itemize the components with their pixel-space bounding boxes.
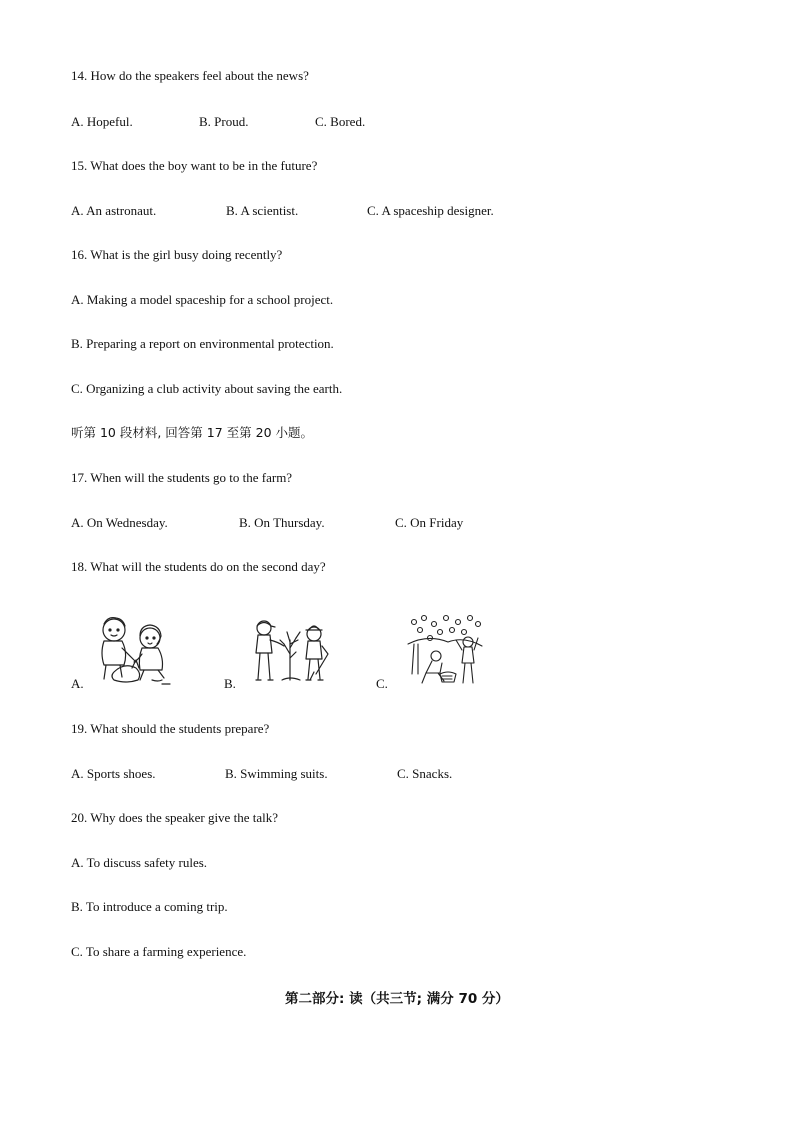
question-18-option-a: A. xyxy=(71,676,84,691)
question-14-option-c: C. Bored. xyxy=(315,114,366,129)
question-17-option-b: B. On Thursday. xyxy=(239,515,325,530)
children-planting-seedling-picture xyxy=(92,614,178,686)
question-18-option-b: B. xyxy=(224,676,236,691)
section-title: 第二部分: 读（共三节; 满分 70 分） xyxy=(285,991,509,1007)
question-15-option-b: B. A scientist. xyxy=(226,203,299,218)
people-picking-fruit-picture xyxy=(404,612,488,688)
question-19-option-c: C. Snacks. xyxy=(397,766,453,781)
question-16-text: 16. What is the girl busy doing recently? xyxy=(71,247,283,262)
listening-instruction: 听第 10 段材料, 回答第 17 至第 20 小题。 xyxy=(71,425,314,440)
question-20-option-a: A. To discuss safety rules. xyxy=(71,855,208,870)
question-15-option-c: C. A spaceship designer. xyxy=(367,203,494,218)
question-17-option-a: A. On Wednesday. xyxy=(71,515,168,530)
question-14-text: 14. How do the speakers feel about the news? xyxy=(71,68,309,83)
question-16-option-b: B. Preparing a report on environmental protection. xyxy=(71,336,334,351)
question-17-option-c: C. On Friday xyxy=(395,515,464,530)
question-14-option-a: A. Hopeful. xyxy=(71,114,133,129)
question-15-option-a: A. An astronaut. xyxy=(71,203,157,218)
question-19-option-a: A. Sports shoes. xyxy=(71,766,156,781)
question-17-text: 17. When will the students go to the farm? xyxy=(71,470,293,485)
question-16-option-c: C. Organizing a club activity about saving the earth. xyxy=(71,381,343,396)
question-16-option-a: A. Making a model spaceship for a school project. xyxy=(71,292,334,307)
question-18-option-c: C. xyxy=(376,676,388,691)
question-19-text: 19. What should the students prepare? xyxy=(71,721,270,736)
people-planting-tree-picture xyxy=(248,614,334,686)
question-14-option-b: B. Proud. xyxy=(199,114,249,129)
question-18-text: 18. What will the students do on the second day? xyxy=(71,559,326,574)
question-20-text: 20. Why does the speaker give the talk? xyxy=(71,810,278,825)
question-20-option-c: C. To share a farming experience. xyxy=(71,944,247,959)
question-15-text: 15. What does the boy want to be in the future? xyxy=(71,158,318,173)
question-19-option-b: B. Swimming suits. xyxy=(225,766,328,781)
question-20-option-b: B. To introduce a coming trip. xyxy=(71,899,228,914)
